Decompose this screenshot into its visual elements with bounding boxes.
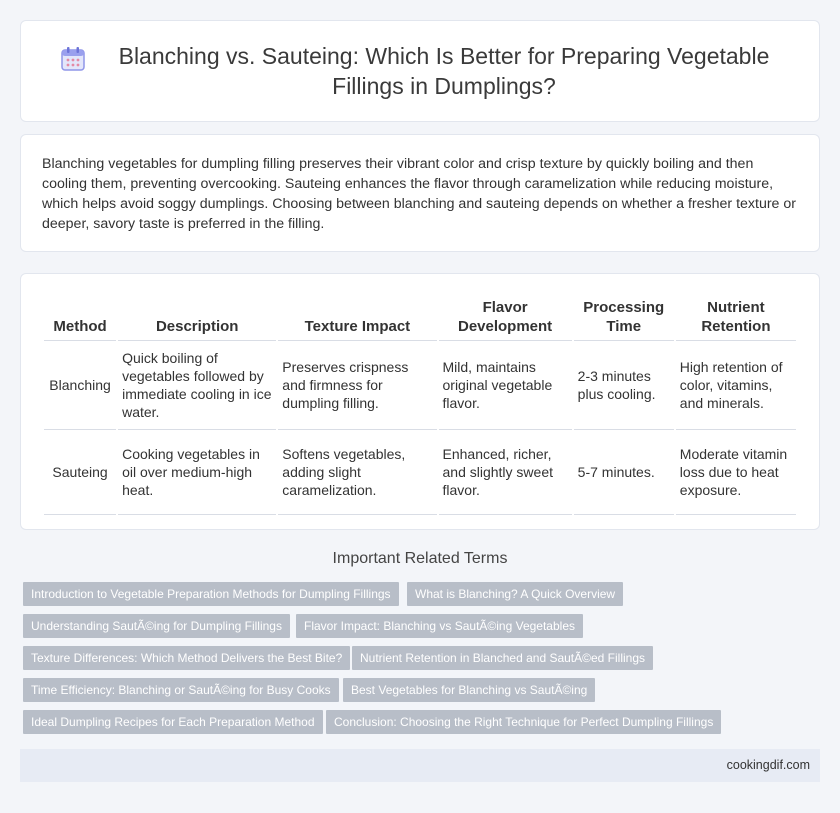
site-name[interactable]: cookingdif.com [726,758,810,772]
related-term-link[interactable]: Best Vegetables for Blanching vs SautÃ©ing [343,678,595,702]
page-title: Blanching vs. Sauteing: Which Is Better for Preparing Vegetable Fillings in Dumplings? [118,43,770,99]
table-cell: Preserves crispness and firmness for dumpling filling. [278,341,436,430]
table-cell: Softens vegetables, adding slight caramelization. [278,430,436,515]
table-cell: Quick boiling of vegetables followed by immediate cooling in ice water. [118,341,276,430]
table-header-row [44,294,796,341]
table-cell: Moderate vitamin loss due to heat exposure. [676,430,796,515]
comparison-table [42,294,798,515]
table-cell: 2-3 minutes plus cooling. [574,341,674,430]
column-header-texture: Texture Impact [278,294,436,341]
table-cell: Enhanced, richer, and slightly sweet flavor. [439,430,572,515]
column-header-time: Processing Time [574,294,674,341]
related-terms-heading: Important Related Terms [332,550,508,567]
column-header-description: Description [118,294,276,341]
intro-paragraph: Blanching vegetables for dumpling filling preserves their vibrant color and crisp texture by quickly boiling and then cooling them, preventing overcooking. Sauteing enhances the flavor through caramelization while reducing moisture, which helps avoid soggy dumplings. Choosing between blanching and sauteing depends on whether a fresher texture or deeper, savory taste is preferred in the filling. [42,156,797,232]
table-cell: Blanching [44,341,116,430]
related-term-link[interactable]: Introduction to Vegetable Preparation Methods for Dumpling Fillings [23,582,399,606]
related-term-link[interactable]: Flavor Impact: Blanching vs SautÃ©ing Vegetables [296,614,583,638]
table-row [44,341,796,430]
footer [20,749,820,782]
column-header-method: Method [44,294,116,341]
title-card [20,20,820,122]
related-term-link[interactable]: Time Efficiency: Blanching or SautÃ©ing for Busy Cooks [23,678,339,702]
related-term-link[interactable]: Nutrient Retention in Blanched and SautÃ©ed Fillings [352,646,653,670]
related-term-link[interactable]: Understanding SautÃ©ing for Dumpling Fillings [23,614,290,638]
calendar-icon [60,46,86,72]
column-header-flavor: Flavor Development [439,294,572,341]
related-term-link[interactable]: Texture Differences: Which Method Delivers the Best Bite? [23,646,350,670]
table-cell: Cooking vegetables in oil over medium-high heat. [118,430,276,515]
table-cell: Sauteing [44,430,116,515]
table-cell: 5-7 minutes. [574,430,674,515]
table-cell: High retention of color, vitamins, and minerals. [676,341,796,430]
table-row [44,430,796,515]
related-term-link[interactable]: What is Blanching? A Quick Overview [407,582,623,606]
related-term-link[interactable]: Conclusion: Choosing the Right Technique for Perfect Dumpling Fillings [326,710,721,734]
related-term-link[interactable]: Ideal Dumpling Recipes for Each Preparation Method [23,710,323,734]
column-header-nutrients: Nutrient Retention [676,294,796,341]
comparison-table-card [20,273,820,530]
intro-card [20,134,820,252]
table-cell: Mild, maintains original vegetable flavor. [439,341,572,430]
